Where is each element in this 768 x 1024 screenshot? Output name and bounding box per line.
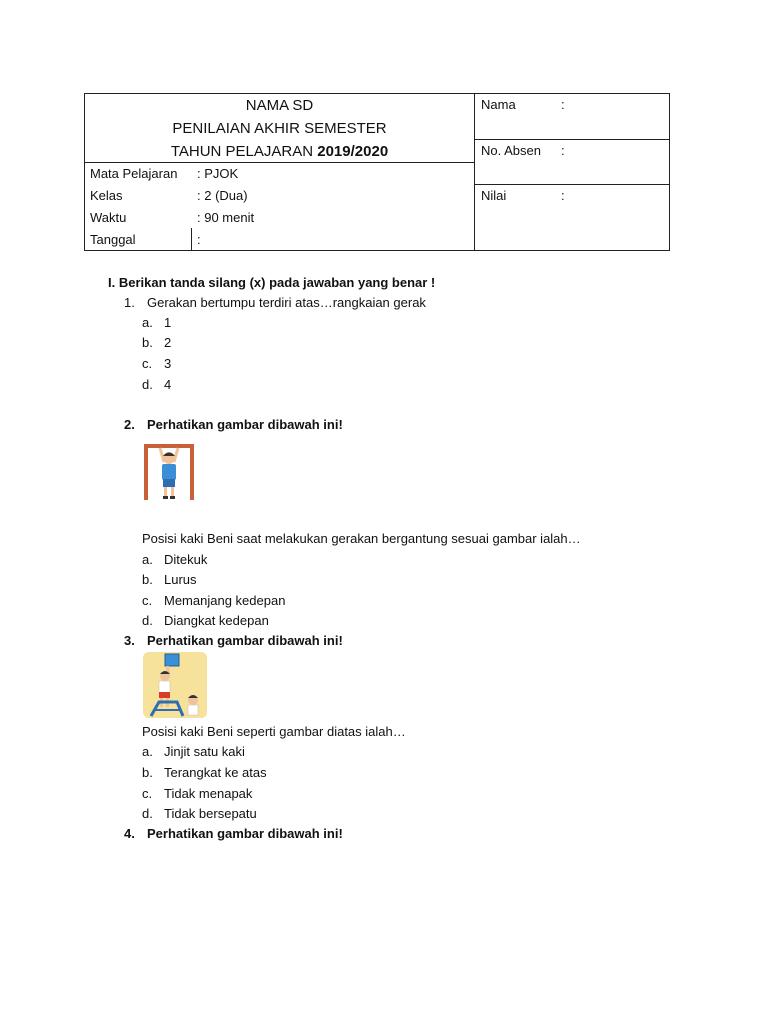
q2-option-a[interactable]: Ditekuk	[164, 552, 208, 567]
question-2-text: Perhatikan gambar dibawah ini!	[147, 417, 343, 432]
field-label-name: Nama	[481, 97, 516, 112]
field-label-subject: Mata Pelajaran	[90, 166, 178, 181]
question-2-number: 2.	[124, 417, 135, 432]
field-label-time: Waktu	[90, 210, 127, 225]
q2-option-d-letter: d.	[142, 613, 153, 628]
header-divider-left	[84, 162, 475, 163]
field-label-date: Tanggal	[90, 232, 136, 247]
question-3-number: 3.	[124, 633, 135, 648]
reaching-boy-illustration	[143, 652, 207, 718]
field-value-subject: : PJOK	[197, 166, 239, 181]
q1-option-c-letter: c.	[142, 356, 153, 371]
q2-option-d[interactable]: Diangkat kedepan	[164, 613, 269, 628]
q2-option-c-letter: c.	[142, 593, 153, 608]
q1-option-d[interactable]: 4	[164, 377, 172, 392]
header-divider-small	[191, 228, 192, 251]
q3-option-c[interactable]: Tidak menapak	[164, 786, 253, 801]
q3-option-d[interactable]: Tidak bersepatu	[164, 806, 257, 821]
question-1-text: Gerakan bertumpu terdiri atas…rangkaian gerak	[147, 295, 426, 310]
exam-title: PENILAIAN AKHIR SEMESTER	[172, 120, 387, 137]
question-2-prompt: Posisi kaki Beni saat melakukan gerakan bergantung sesuai gambar ialah…	[142, 531, 581, 546]
q1-option-c[interactable]: 3	[164, 356, 172, 371]
header-divider-right-2	[474, 184, 670, 185]
q1-option-b[interactable]: 2	[164, 335, 172, 350]
school-name: NAMA SD	[245, 97, 314, 114]
field-value-date: :	[197, 232, 201, 247]
q1-option-b-letter: b.	[142, 335, 153, 350]
field-value-score: :	[561, 188, 565, 203]
q1-option-d-letter: d.	[142, 377, 153, 392]
q2-option-c[interactable]: Memanjang kedepan	[164, 593, 286, 608]
q3-option-b[interactable]: Terangkat ke atas	[164, 765, 267, 780]
field-value-name: :	[561, 97, 565, 112]
header-divider-vertical	[474, 93, 475, 251]
q3-option-a-letter: a.	[142, 744, 153, 759]
question-4-number: 4.	[124, 826, 135, 841]
q2-option-b[interactable]: Lurus	[164, 572, 197, 587]
q2-option-a-letter: a.	[142, 552, 153, 567]
q1-option-a[interactable]: 1	[164, 315, 172, 330]
question-1-number: 1.	[124, 295, 135, 310]
question-3-prompt: Posisi kaki Beni seperti gambar diatas ialah…	[142, 724, 406, 739]
question-3-text: Perhatikan gambar dibawah ini!	[147, 633, 343, 648]
field-value-absen: :	[561, 143, 565, 158]
field-value-time: : 90 menit	[197, 210, 255, 225]
hanging-boy-illustration	[142, 440, 196, 502]
field-label-class: Kelas	[90, 188, 123, 203]
question-4-text: Perhatikan gambar dibawah ini!	[147, 826, 343, 841]
section-instruction: I. Berikan tanda silang (x) pada jawaban yang benar !	[108, 275, 436, 290]
q2-option-b-letter: b.	[142, 572, 153, 587]
q3-option-a[interactable]: Jinjit satu kaki	[164, 744, 245, 759]
q3-option-d-letter: d.	[142, 806, 153, 821]
q3-option-c-letter: c.	[142, 786, 153, 801]
field-label-absen: No. Absen	[481, 143, 541, 158]
field-label-score: Nilai	[481, 188, 507, 203]
academic-year: TAHUN PELAJARAN 2019/2020	[170, 143, 389, 160]
field-value-class: : 2 (Dua)	[197, 188, 248, 203]
header-divider-right-1	[474, 139, 670, 140]
q1-option-a-letter: a.	[142, 315, 153, 330]
q3-option-b-letter: b.	[142, 765, 153, 780]
